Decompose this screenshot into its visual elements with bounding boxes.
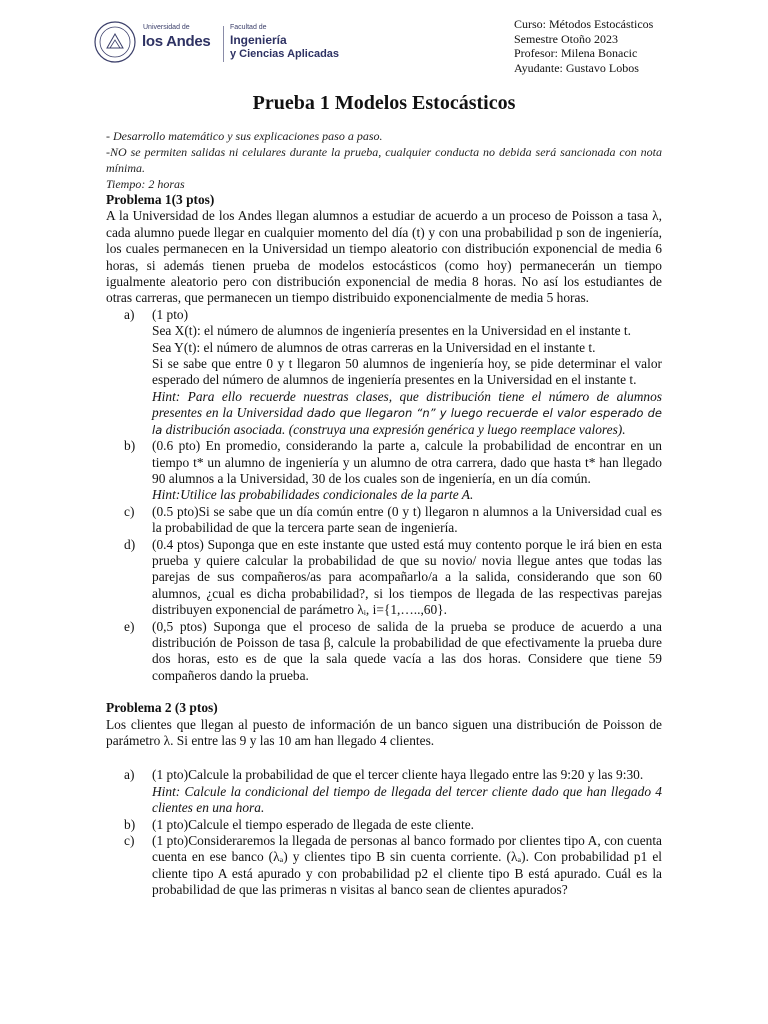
problem1-intro: A la Universidad de los Andes llegan alumnos a estudiar de acuerdo a un proceso de Poisson a tasa λ, cada alumno puede llegar en cualquier momento del día (t) y con una probabilidad p son de ingeniería, los cuales permanecen en la Universidad un tiempo aleatorio con distribución exponencial de media 6 horas, si además tienen prueba de modelos estocásticos (como hoy) permanecerán un tiempo igualmente aleatorio pero con distribución exponencial de media 8 horas. No así los estudiantes de otras carreras, que permanecen un tiempo distribuido exponencialmente de media 5 horas. [106,208,662,306]
p2-item-c-text: (1 pto)Consideraremos la llegada de personas al banco formado por clientes tipo A, con cuenta cuenta en ese banco (λₐ) y clientes tipo B sin cuenta corriente. (λₐ). Con probabilidad p1 el cliente tipo A está apurado y con probabilidad p2 el cliente tipo B está apurado. Cuál es la probabilidad de que las primeras n visitas al banco sean de clientes apurados? [152,833,662,898]
logo-faculty-line1: Ingeniería [230,33,287,47]
logo-divider [223,26,224,62]
problem1-item-a [106,307,662,438]
item-label: d) [124,536,136,552]
item-label: a) [124,767,135,783]
problem1-item-b [106,438,662,504]
item-label: a) [124,306,135,322]
professor: Profesor: Milena Bonacic [514,46,638,60]
item-e-text: (0,5 ptos) Suponga que el proceso de salida de la prueba se produce de acuerdo a una distribución de Poisson de tasa β, calcule la probabilidad de que efectivamente la prueba dure dos horas, esto es de que la sala quede vacía a las dos horas. Considere que tiene 59 compañeros dando la prueba. [152,618,662,683]
item-a-line1: Sea X(t): el número de alumnos de ingeniería presentes en la Universidad en el instante t. [152,323,631,339]
item-label: c) [124,833,135,849]
item-b-hint: Hint:Utilice las probabilidades condicionales de la parte A. [152,487,474,503]
problem2-item-c [106,833,662,899]
problem2-items [106,767,662,898]
problem1-heading: Problema 1(3 ptos) [106,192,215,207]
logo-faculty-line2: y Ciencias Aplicadas [230,48,340,60]
instruction-1: - Desarrollo matemático y sus explicaciones paso a paso. [106,129,383,143]
item-a-hint [152,389,662,438]
section-spacer [106,684,662,700]
item-c-text: (0.5 pto)Si se sabe que un día común entre (0 y t) llegaron n alumnos a la Universidad cual es la probabilidad de que la tercera parte sean de ingeniería. [152,503,662,536]
course-info [514,17,653,75]
p2-item-a-text: (1 pto)Calcule la probabilidad de que el tercer cliente haya llegado entre las 9:20 y las 9:30. [152,767,644,783]
item-points: (1 pto) [152,306,189,322]
problem1-item-e [106,619,662,685]
problem2-item-a [106,767,662,816]
instruction-2: -NO se permiten salidas ni celulares durante la prueba, cualquier conducta no debida será sancionada con nota mínima. [106,145,662,175]
p2-item-b-text: (1 pto)Calcule el tiempo esperado de llegada de este cliente. [152,816,474,832]
item-label: e) [124,618,135,634]
problem2-intro: Los clientes que llegan al puesto de información de un banco siguen una distribución de Poisson de parámetro λ. Si entre las 9 y las 10 am han llegado 4 clientes. [106,716,662,748]
semester: Semestre Otoño 2023 [514,31,618,46]
hint-part-3: distribución asociada. (construya una expresión genérica y luego reemplace valores). [162,421,626,437]
item-label: b) [124,816,136,832]
hint-part-2: dado que llegaron “n” y luego recuerde el valor esperado de la [152,406,662,437]
item-d-text: (0.4 ptos) Suponga que en este instante que usted está muy contento porque le irá bien en esta prueba y quiere calcular la probabilidad de que su novio/ novia llegue antes que todas las parejas de sus compañeros/as para acompañarlo/a a la salida, considerando que son 60 alumnos, ¿cual es dicha probabilidad?, si los tiempos de llegada de las respectivas parejas distribuyen exponencial de parámetro λᵢ, i={1,…..,60}. [152,536,662,618]
logo-faculty-small: Facultad de [230,24,267,31]
logo-university-name: los Andes [142,33,211,50]
exam-content [106,128,662,899]
p2-item-a-hint: Hint: Calcule la condicional del tiempo de llegada del tercer cliente dado que han llegado 4 clientes en una hora. [152,783,662,816]
university-seal-icon [93,20,137,64]
instruction-time: Tiempo: 2 horas [106,177,185,191]
item-label: b) [124,438,136,454]
problem2-item-b [106,817,662,833]
page-title: Prueba 1 Modelos Estocásticos [252,92,516,114]
item-label: c) [124,503,135,519]
item-b-text: (0.6 pto) En promedio, considerando la parte a, calcule la probabilidad de encontrar en un tiempo t* un alumno de ingeniería y un alumno de otra carrera, dado que hasta t* han llegado 90 alumnos a la Universidad, 30 de los cuales son de ingeniería, en un día común. [152,438,662,486]
course-name: Curso: Métodos Estocásticos [514,17,654,31]
assistant: Ayudante: Gustavo Lobos [514,60,639,75]
item-a-line2: Sea Y(t): el número de alumnos de otras carreras en la Universidad en el instante t. [152,339,596,355]
section-spacer [106,749,662,767]
logo-university-small: Universidad de [143,24,190,31]
university-logo [93,18,340,72]
problem2-heading: Problema 2 (3 ptos) [106,700,218,716]
problem1-items [106,307,662,684]
item-a-line3: Si se sabe que entre 0 y t llegaron 50 alumnos de ingeniería hoy, se pide determinar el valor esperado del número de alumnos de ingeniería presentes en la Universidad en el instante t. [152,356,662,388]
problem1-item-d [106,537,662,619]
problem1-item-c [106,504,662,537]
hint-part-1: Hint: Para ello recuerde nuestras clases, que distribución tiene el número de alumnos presentes en la Universidad [152,388,662,421]
